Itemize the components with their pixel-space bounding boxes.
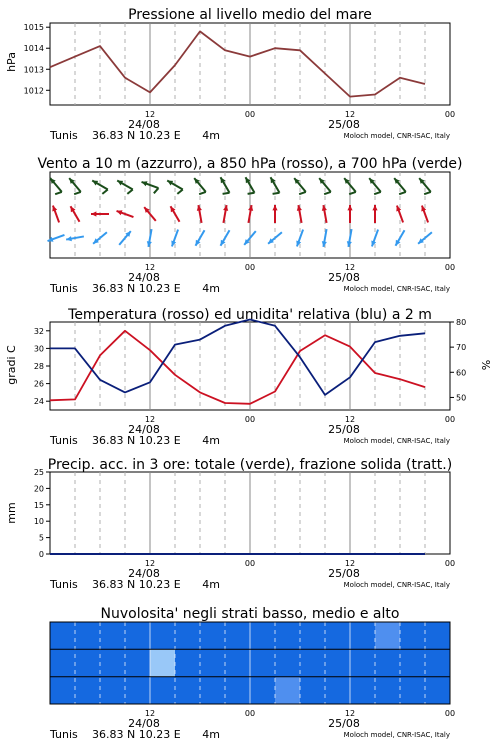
temperature-line — [50, 331, 425, 404]
y-tick-label: 50 — [456, 393, 467, 403]
x-tick-label: 12 — [344, 263, 356, 272]
wind-850-arrow-head — [347, 205, 352, 210]
y-tick-label: 1014 — [23, 44, 44, 54]
wind-700-arrow-barb — [177, 190, 182, 194]
credit-label: Moloch model, CNR-ISAC, Italy — [343, 731, 450, 739]
cloud-cell — [200, 622, 225, 649]
wind-700-arrow-barb — [74, 192, 81, 194]
coords-label: 36.83 N 10.23 E — [92, 728, 181, 741]
cloud-cell — [325, 677, 350, 704]
y-tick-label: 70 — [456, 343, 467, 353]
wind-850-arrow-head — [91, 211, 96, 216]
wind-850-arrow — [117, 210, 134, 217]
location-label: Tunis — [50, 578, 78, 591]
cloud-cell — [300, 677, 325, 704]
wind-10m-arrow — [371, 230, 378, 247]
cloud-cell — [125, 677, 150, 704]
wind-10m-arrow — [119, 231, 131, 245]
cloud-cell — [150, 622, 175, 649]
wind-10m-arrow — [171, 230, 178, 247]
cloud-cell — [350, 677, 375, 704]
x-tick-label: 00 — [244, 415, 256, 424]
wind-panel — [37, 156, 462, 295]
x-tick-label: 12 — [144, 415, 156, 424]
cloud-cell — [350, 622, 375, 649]
coords-label: 36.83 N 10.23 E — [92, 578, 181, 591]
y-tick-label: 32 — [33, 326, 44, 336]
wind-10m-arrow — [196, 230, 205, 246]
y-tick-label: 15 — [33, 500, 44, 510]
location-label: Tunis — [50, 434, 78, 447]
y-tick-label: 20 — [33, 484, 44, 494]
wind-850-arrow-head — [272, 205, 277, 210]
wind-700-arrow-barb — [199, 192, 206, 194]
cloud-cell — [250, 677, 275, 704]
credit-label: Moloch model, CNR-ISAC, Italy — [343, 285, 450, 293]
cloud-cell — [125, 649, 150, 676]
wind-700-arrow-barb — [154, 188, 159, 193]
location-label: Tunis — [50, 282, 78, 295]
wind-850-arrow — [52, 206, 59, 223]
date-label: 25/08 — [328, 717, 360, 730]
wind-10m-arrow — [347, 229, 352, 247]
cloud-cell — [75, 649, 100, 676]
wind-700-arrow — [50, 178, 62, 194]
y-tick-label: 26 — [33, 379, 44, 389]
wind-850-arrow — [347, 205, 352, 223]
pressure-ylabel: hPa — [5, 52, 18, 72]
humidity-ylabel: % — [480, 359, 493, 371]
wind-10m-arrow — [93, 232, 107, 244]
cloud-cell — [175, 677, 200, 704]
pressure-series — [50, 31, 425, 96]
wind-850-arrow — [297, 205, 302, 223]
wind-700-arrow-barb — [102, 190, 107, 194]
cloud-cell — [50, 622, 75, 649]
cloud-cell — [300, 649, 325, 676]
temp-grid — [75, 322, 425, 410]
date-label: 25/08 — [328, 567, 360, 580]
coords-label: 36.83 N 10.23 E — [92, 282, 181, 295]
x-tick-label: 12 — [344, 415, 356, 424]
x-tick-label: 12 — [144, 709, 156, 718]
x-tick-label: 00 — [244, 709, 256, 718]
x-tick-label: 12 — [144, 110, 156, 119]
wind-850-arrow-head — [372, 205, 377, 210]
temp-series — [50, 320, 425, 404]
cloud-cell — [100, 622, 125, 649]
cloud-cell — [375, 677, 400, 704]
precip-yticks — [34, 468, 50, 559]
humidity-line — [50, 320, 425, 395]
wind-850-arrow — [71, 206, 80, 222]
location-label: Tunis — [50, 129, 78, 142]
date-label: 24/08 — [128, 717, 160, 730]
y-tick-label: 60 — [456, 368, 467, 378]
x-tick-label: 12 — [144, 559, 156, 568]
precip-grid — [75, 472, 425, 554]
cloud-cell — [50, 649, 75, 676]
x-tick-label: 12 — [344, 559, 356, 568]
x-tick-label: 00 — [444, 709, 456, 718]
cloud-cell — [300, 622, 325, 649]
y-tick-label: 1012 — [23, 86, 44, 96]
cloud-cell — [75, 622, 100, 649]
elevation-label: 4m — [202, 282, 220, 295]
wind-850-arrow — [171, 206, 180, 222]
pressure-panel — [5, 7, 455, 142]
cloud-cell — [350, 649, 375, 676]
wind-850-arrow — [421, 206, 428, 223]
cloud-cell — [275, 622, 300, 649]
cloud-panel — [49, 606, 455, 741]
credit-label: Moloch model, CNR-ISAC, Italy — [343, 132, 450, 140]
y-tick-label: 1015 — [23, 23, 44, 33]
coords-label: 36.83 N 10.23 E — [92, 129, 181, 142]
cloud-cell — [150, 649, 175, 676]
x-tick-label: 00 — [244, 263, 256, 272]
cloud-cell — [375, 649, 400, 676]
precip-panel — [5, 457, 455, 591]
wind-700-arrow-barb — [127, 190, 132, 194]
y-tick-label: 28 — [33, 362, 44, 371]
wind-700-arrow-barb — [273, 193, 280, 194]
y-tick-label: 0 — [38, 550, 44, 559]
coords-label: 36.83 N 10.23 E — [92, 434, 181, 447]
temp-title: Temperatura (rosso) ed umidita' relativa (blu) a 2 m — [68, 307, 432, 323]
x-tick-label: 00 — [444, 110, 456, 119]
date-label: 25/08 — [328, 271, 360, 284]
wind-10m-arrow — [396, 230, 405, 246]
elevation-label: 4m — [202, 434, 220, 447]
temp-xaxis — [49, 415, 455, 447]
pressure-xaxis — [49, 110, 455, 142]
wind-10m-arrow — [147, 229, 152, 247]
wind-700-arrow-barb — [324, 192, 331, 194]
y-tick-label: 24 — [33, 397, 44, 407]
cloud-cell — [375, 622, 400, 649]
temp-panel — [5, 307, 493, 447]
cloud-cell — [250, 622, 275, 649]
cloud-cell — [175, 649, 200, 676]
y-tick-label: 30 — [33, 344, 44, 354]
wind-850-arrow — [197, 205, 202, 223]
cloud-cell — [100, 649, 125, 676]
wind-700-arrow-barb — [223, 193, 230, 194]
cloud-cell — [325, 622, 350, 649]
pressure-grid — [75, 23, 425, 105]
cloud-cell — [150, 677, 175, 704]
cloud-cell — [200, 677, 225, 704]
cloud-cell — [225, 622, 250, 649]
wind-850-arrow — [396, 206, 403, 223]
date-label: 25/08 — [328, 118, 360, 131]
precip-xaxis — [49, 559, 455, 591]
wind-10m-arrow — [221, 230, 230, 246]
cloud-cell — [200, 649, 225, 676]
credit-label: Moloch model, CNR-ISAC, Italy — [343, 581, 450, 589]
elevation-label: 4m — [202, 578, 220, 591]
temp-ylabel: gradi C — [5, 345, 18, 385]
pressure-yticks — [24, 23, 50, 95]
date-label: 24/08 — [128, 567, 160, 580]
humidity-yticks — [450, 318, 466, 402]
wind-xaxis — [49, 263, 455, 295]
cloud-cell — [325, 649, 350, 676]
x-tick-label: 00 — [444, 559, 456, 568]
cloud-cell — [275, 677, 300, 704]
credit-label: Moloch model, CNR-ISAC, Italy — [343, 437, 450, 445]
temp-yticks — [34, 327, 50, 406]
wind-700-arrow-barb — [424, 192, 431, 194]
wind-10m-arrow — [268, 232, 282, 244]
location-label: Tunis — [50, 728, 78, 741]
y-tick-label: 25 — [33, 468, 44, 477]
cloud-cell — [225, 677, 250, 704]
x-tick-label: 12 — [344, 110, 356, 119]
y-tick-label: 80 — [456, 318, 467, 327]
cloud-cell — [250, 649, 275, 676]
wind-850-arrow — [248, 205, 253, 223]
wind-850-arrow — [223, 205, 228, 223]
wind-10m-arrow — [296, 230, 303, 247]
pressure-title: Pressione al livello medio del mare — [128, 7, 372, 23]
wind-700-arrow-barb — [248, 193, 255, 194]
wind-850-arrow — [372, 205, 377, 223]
cloud-cell — [75, 677, 100, 704]
pressure-line — [50, 31, 425, 96]
wind-10m-arrow — [322, 229, 327, 247]
y-tick-label: 10 — [33, 517, 44, 527]
cloud-xaxis — [49, 709, 455, 741]
cloud-cell — [50, 677, 75, 704]
x-tick-label: 00 — [444, 263, 456, 272]
wind-700-arrow-barb — [374, 192, 381, 194]
elevation-label: 4m — [202, 728, 220, 741]
cloud-cell — [100, 677, 125, 704]
cloud-cell — [275, 649, 300, 676]
date-label: 24/08 — [128, 271, 160, 284]
wind-700-arrow-barb — [399, 192, 406, 194]
precip-title: Precip. acc. in 3 ore: totale (verde), frazione solida (tratt.) — [47, 457, 453, 473]
cloud-cell — [225, 649, 250, 676]
x-tick-label: 12 — [344, 709, 356, 718]
wind-850-arrow — [322, 205, 327, 223]
wind-700-arrow-barb — [299, 192, 306, 194]
x-tick-label: 00 — [244, 559, 256, 568]
precip-ylabel: mm — [5, 502, 18, 524]
x-tick-label: 12 — [144, 263, 156, 272]
wind-850-arrow — [272, 205, 277, 223]
elevation-label: 4m — [202, 129, 220, 142]
wind-title: Vento a 10 m (azzurro), a 850 hPa (rosso), a 700 hPa (verde) — [37, 156, 463, 172]
cloud-title: Nuvolosita' negli strati basso, medio e alto — [100, 606, 400, 622]
wind-850-arrow-head — [117, 210, 123, 215]
cloud-cell — [125, 622, 150, 649]
cloud-cell — [175, 622, 200, 649]
wind-10m-arrow — [418, 232, 432, 244]
y-tick-label: 1013 — [23, 65, 44, 75]
date-label: 24/08 — [128, 423, 160, 436]
date-label: 24/08 — [128, 118, 160, 131]
wind-arrows — [48, 177, 432, 247]
wind-700-arrow-barb — [55, 192, 62, 194]
x-tick-label: 00 — [444, 415, 456, 424]
x-tick-label: 00 — [244, 110, 256, 119]
y-tick-label: 5 — [38, 533, 44, 543]
cloud-cell — [400, 622, 450, 649]
date-label: 25/08 — [328, 423, 360, 436]
